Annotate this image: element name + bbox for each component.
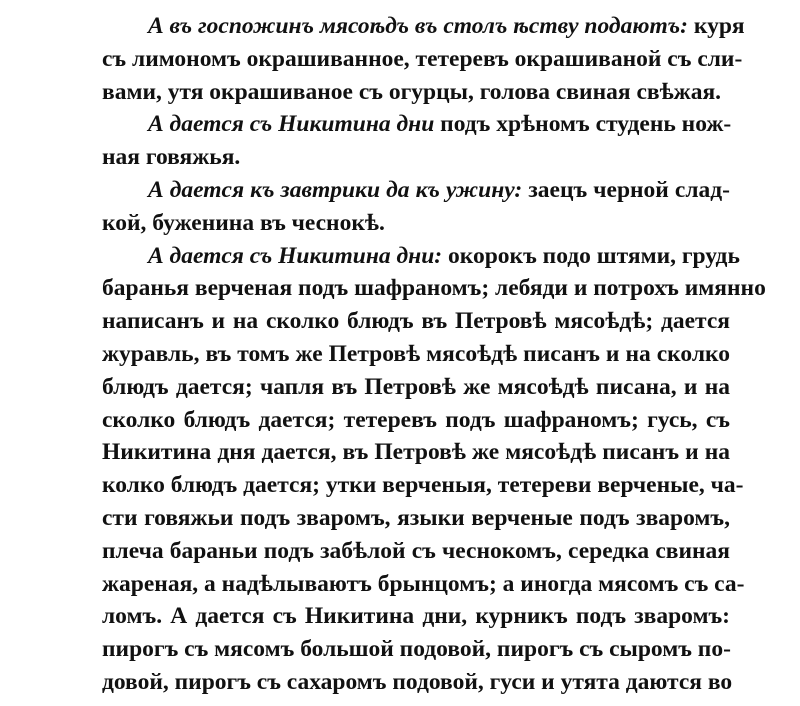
text-fragment: куря	[687, 13, 745, 39]
italic-heading-fragment: А дается къ завтрики да къ ужину:	[148, 176, 523, 203]
text-line	[102, 633, 730, 666]
body-text	[102, 10, 766, 699]
text-fragment: жареная, а надѣлываютъ брынцомъ; а иногда мясомъ съ са-	[102, 570, 745, 597]
text-fragment: сколко блюдъ дается; тетеревъ подъ шафраномъ; гусь, съ	[102, 406, 730, 433]
italic-heading-fragment: А въ госпожинъ мясоѣдъ въ столъ ѣству подаютъ:	[148, 13, 688, 39]
text-line	[102, 502, 730, 535]
text-line	[102, 338, 730, 371]
text-line	[102, 568, 745, 601]
text-line	[102, 240, 740, 273]
text-fragment: журавль, въ томъ же Петровѣ мясоѣдѣ писанъ и на сколко	[102, 340, 730, 367]
text-line	[102, 535, 730, 568]
text-line	[102, 404, 730, 437]
text-fragment: заецъ черной слад-	[522, 176, 731, 203]
text-fragment: довой, пирогъ съ сахаромъ подовой, гуси и утята даются во	[102, 668, 733, 695]
text-line	[102, 272, 766, 305]
text-fragment: Никитина дня дается, въ Петровѣ же мясоѣдѣ писанъ и на	[102, 439, 730, 466]
text-line	[102, 371, 730, 404]
text-fragment: вами, утя окрашиваное съ огурцы, голова свиная свѣжая.	[102, 78, 722, 105]
text-fragment: кой, буженина въ чеснокѣ.	[102, 209, 385, 236]
text-fragment: съ лимономъ окрашиванное, тетеревъ окрашиваной съ сли-	[102, 45, 743, 72]
text-fragment: блюдъ дается; чапля въ Петровѣ же мясоѣдѣ писана, и на	[102, 373, 730, 400]
italic-heading-fragment: А дается съ Никитина дни:	[148, 242, 443, 269]
text-fragment: плеча бараньи подъ забѣлой съ чеснокомъ, середка свиная	[102, 537, 730, 564]
text-fragment: колко блюдъ дается; утки верченыя, тетереви верченые, ча-	[102, 472, 744, 499]
text-fragment: ная говяжья.	[102, 144, 241, 171]
italic-heading-fragment: А дается съ Никитина дни	[148, 111, 435, 138]
text-line	[102, 305, 730, 338]
text-line	[102, 108, 730, 141]
text-line	[102, 436, 730, 469]
text-line	[102, 43, 743, 76]
text-line	[102, 174, 730, 207]
text-fragment: пирогъ съ мясомъ большой подовой, пирогъ съ сыромъ по-	[102, 636, 731, 663]
text-line	[102, 207, 730, 240]
text-fragment: написанъ и на сколко блюдъ въ Петровѣ мясоѣдѣ; дается	[102, 308, 730, 335]
text-line	[102, 600, 730, 633]
text-fragment: баранья верченая подъ шафраномъ; лебяди и потрохъ имянно	[102, 275, 766, 302]
text-line	[102, 469, 744, 502]
text-fragment: подъ хрѣномъ студень нож-	[434, 111, 732, 138]
text-fragment: окорокъ подо штями, грудь	[442, 242, 740, 269]
text-fragment: ломъ. А дается съ Никитина дни, курникъ подъ зваромъ:	[102, 603, 730, 630]
text-fragment: сти говяжьи подъ зваромъ, языки верченые подъ зваромъ,	[102, 504, 730, 531]
text-line	[102, 10, 745, 43]
cropped-top-line	[160, 0, 760, 6]
text-line	[102, 141, 730, 174]
text-line	[102, 76, 730, 109]
text-line	[102, 666, 733, 699]
